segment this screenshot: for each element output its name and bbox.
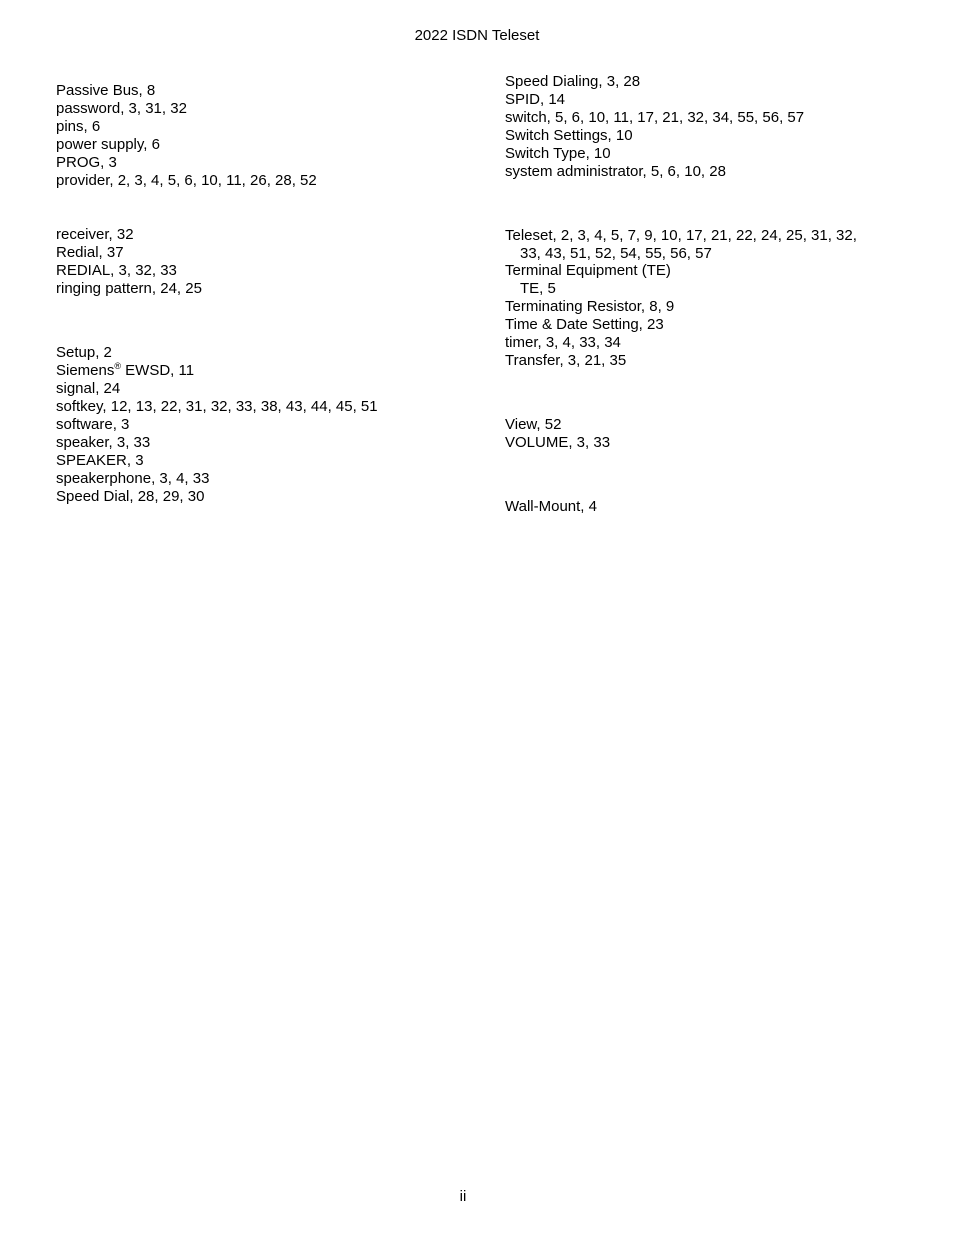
index-entry: system administrator, 5, 6, 10, 28 [505, 163, 726, 180]
index-entry: SPEAKER, 3 [56, 452, 144, 469]
index-entry: Wall-Mount, 4 [505, 498, 597, 515]
index-entry: password, 3, 31, 32 [56, 100, 187, 117]
index-subentry: TE, 5 [520, 280, 556, 297]
index-entry: REDIAL, 3, 32, 33 [56, 262, 177, 279]
index-column-right [505, 73, 925, 516]
index-entry-continuation: 33, 43, 51, 52, 54, 55, 56, 57 [520, 245, 712, 262]
index-entry: timer, 3, 4, 33, 34 [505, 334, 621, 351]
index-entry: Terminal Equipment (TE) [505, 262, 671, 279]
index-entry: speaker, 3, 33 [56, 434, 151, 451]
index-entry: Terminating Resistor, 8, 9 [505, 298, 675, 315]
index-entry: Transfer, 3, 21, 35 [505, 352, 627, 369]
siemens-suffix: EWSD, 11 [121, 362, 195, 379]
index-entry: ringing pattern, 24, 25 [56, 280, 202, 297]
index-entry: speakerphone, 3, 4, 33 [56, 470, 210, 487]
index-entry: View, 52 [505, 416, 562, 433]
index-entry: pins, 6 [56, 118, 101, 135]
index-group-s-cont [505, 73, 925, 181]
index-entry: Passive Bus, 8 [56, 82, 156, 99]
index-group-v [505, 416, 925, 452]
index-column-left [56, 82, 476, 506]
index-group-s [56, 344, 476, 506]
index-entry: softkey, 12, 13, 22, 31, 32, 33, 38, 43, 44, 45, 51 [56, 398, 378, 415]
index-entry: power supply, 6 [56, 136, 160, 153]
index-entry: switch, 5, 6, 10, 11, 17, 21, 32, 34, 55, 56, 57 [505, 109, 805, 126]
index-entry: PROG, 3 [56, 154, 117, 171]
index-entry: SPID, 14 [505, 91, 566, 108]
index-entry: Speed Dialing, 3, 28 [505, 73, 641, 90]
index-entry: Redial, 37 [56, 244, 124, 261]
index-entry: software, 3 [56, 416, 130, 433]
index-entry: Time & Date Setting, 23 [505, 316, 664, 333]
page-header: 2022 ISDN Teleset [414, 27, 540, 44]
index-entry: provider, 2, 3, 4, 5, 6, 10, 11, 26, 28, 52 [56, 172, 317, 189]
index-group-t [505, 227, 925, 370]
page-number: ii [459, 1188, 467, 1205]
index-entry: receiver, 32 [56, 226, 134, 243]
index-entry: signal, 24 [56, 380, 121, 397]
index-entry: Switch Settings, 10 [505, 127, 633, 144]
index-entry-teleset: Teleset, 2, 3, 4, 5, 7, 9, 10, 17, 21, 22, 24, 25, 31, 32, [505, 227, 857, 244]
index-entry: VOLUME, 3, 33 [505, 434, 611, 451]
index-entry: Setup, 2 [56, 344, 112, 361]
index-group-p [56, 82, 476, 190]
siemens-text: Siemens [56, 362, 115, 379]
index-entry: Speed Dial, 28, 29, 30 [56, 488, 205, 505]
index-entry-siemens [56, 362, 476, 380]
index-group-w [505, 498, 925, 516]
index-entry: Switch Type, 10 [505, 145, 611, 162]
index-group-r [56, 226, 476, 298]
registered-mark: ® [114, 361, 121, 371]
